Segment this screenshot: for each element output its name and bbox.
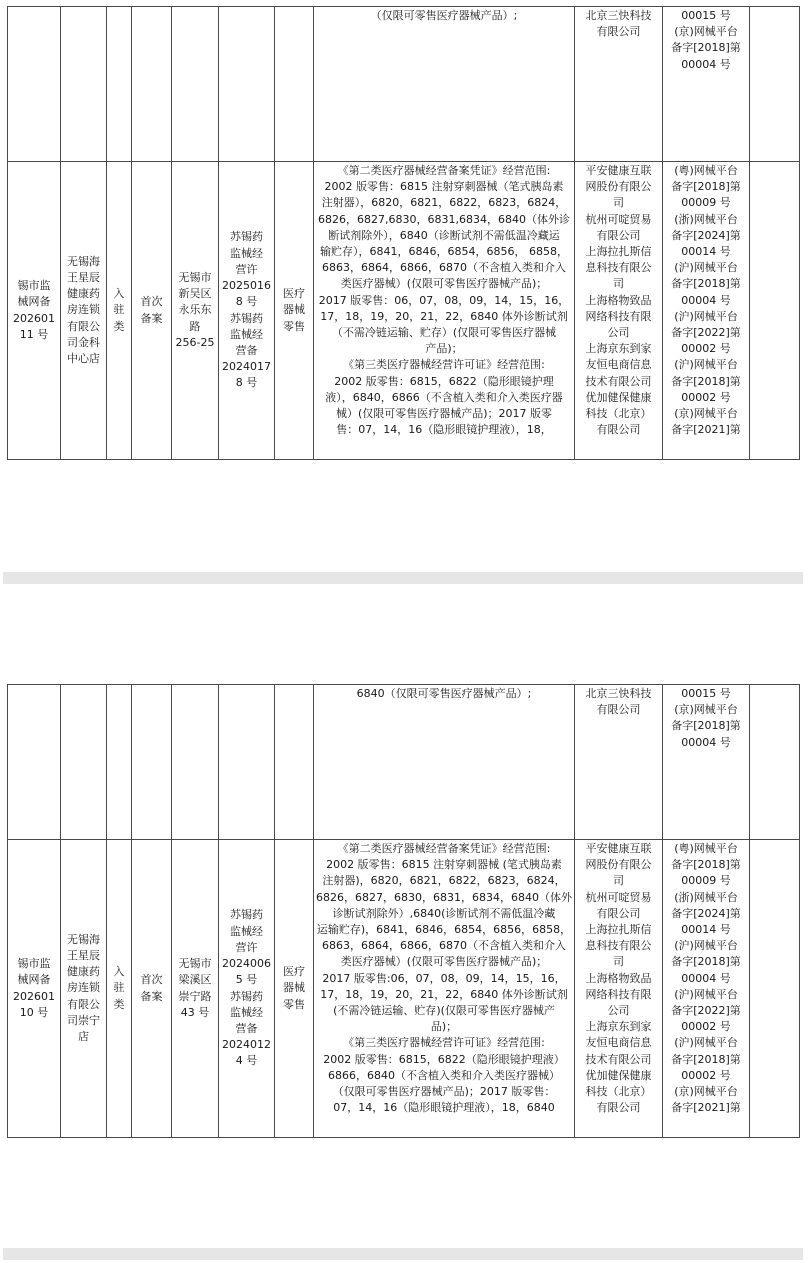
table-row <box>8 7 800 162</box>
cell-line: 监械经 <box>230 1005 263 1019</box>
cell-line: 8 号 <box>235 295 258 309</box>
cell-line: 输贮存），6841，6846，6854，6856， 6858， <box>320 245 568 259</box>
cell-line: (沪)网械平台 <box>674 309 738 323</box>
cell-line: 00004 号 <box>681 293 731 307</box>
cell-line: 00004 号 <box>681 57 731 71</box>
table-row <box>8 685 800 840</box>
cell-line: 256-25 <box>175 335 215 349</box>
cell-line: 备字[2021]第 <box>671 423 741 437</box>
cell-line: 2002 版零售：6815 注射穿刺器械 (笔式胰岛素 <box>326 858 562 872</box>
cell-line: 有限公 <box>67 997 100 1011</box>
address-cell <box>172 162 219 460</box>
cell-line: 驻 <box>113 981 125 995</box>
cell-line: (粤)网械平台 <box>674 164 738 177</box>
cell-line: 运输贮存)，6841，6846，6854，6856，6858， <box>316 923 572 937</box>
cell-line: 优加健保健康 <box>585 390 652 404</box>
cell-line: 备字[2022]第 <box>671 1004 741 1018</box>
platform-record-cell <box>663 7 750 162</box>
cell-line: 《第二类医疗器械经营备案凭证》经营范围: <box>337 164 551 177</box>
cell-line: 《第三类医疗器械经营许可证》经营范围: <box>343 358 545 372</box>
address-cell <box>172 840 219 1138</box>
cell-line: 备案 <box>140 989 163 1003</box>
cell-line: 器械 <box>283 981 305 995</box>
cell-line: 类医疗器械）(仅限可零售医疗器械产品)； <box>340 955 548 969</box>
record-table-page-2 <box>7 684 800 1138</box>
cell-line: 品)； <box>430 1020 458 1034</box>
cell-line: 00002 号 <box>681 1068 731 1082</box>
cell-line: 器械 <box>283 303 305 317</box>
cell-line: 6840（仅限可零售医疗器械产品）; <box>356 687 532 700</box>
record-number-cell <box>8 840 61 1138</box>
cell-line: 优加健保健康 <box>585 1068 652 1082</box>
cell-line: 苏锡药 <box>230 989 263 1003</box>
company-name-cell <box>61 840 107 1138</box>
cell-line: 永乐东 <box>178 303 212 317</box>
cell-line: 北京三快科技 <box>585 9 652 22</box>
cell-line: 零售 <box>283 319 305 333</box>
scope-cell <box>314 162 575 460</box>
cell-line: 医疗 <box>283 287 305 301</box>
cell-line: 司 <box>613 196 624 210</box>
cell-line: 类 <box>113 319 125 333</box>
cell-line: (沪)网械平台 <box>674 261 738 275</box>
type-cell <box>107 162 132 460</box>
type-cell <box>107 840 132 1138</box>
cell-line: (京)网械平台 <box>674 703 738 717</box>
cell-line: 网股份有限公 <box>585 858 652 872</box>
cell-line: 苏锡药 <box>230 908 263 922</box>
cell-line: 械）(仅限可零售医疗器械产品)；2017 版零 <box>335 407 553 421</box>
cell-line: 00015 号 <box>681 9 731 22</box>
cell-line: 王星辰 <box>67 948 100 962</box>
cell-line: 《第二类医疗器械经营备案凭证》经营范围: <box>337 842 551 855</box>
cell-line: 苏锡药 <box>230 311 263 325</box>
cell-line: 入 <box>113 287 125 301</box>
cell-line: 店 <box>78 1030 89 1043</box>
cell-line: 202601 <box>13 989 55 1003</box>
cell-line: 上海拉扎斯信 <box>585 923 652 937</box>
cell-line: 备字[2018]第 <box>671 277 741 291</box>
scope-cell <box>314 7 575 162</box>
cell-line: 零售 <box>283 997 305 1011</box>
table-row <box>8 162 800 460</box>
cell-line: 王星辰 <box>67 270 100 284</box>
cell-line: 营备 <box>235 343 258 357</box>
cell-line: 备字[2018]第 <box>671 41 741 55</box>
cell-line: (浙)网械平台 <box>674 890 738 904</box>
cell-line: 2024006 <box>222 957 271 971</box>
cell-line: 00002 号 <box>681 342 731 356</box>
cell-line: 有限公司 <box>596 906 641 920</box>
cell-line: 2024012 <box>222 1038 271 1052</box>
cell-line: 息科技有限公 <box>585 939 652 953</box>
cell-line: 入 <box>113 965 125 979</box>
cell-line: 中心店 <box>67 352 100 365</box>
cell-line: 8 号 <box>235 376 258 390</box>
cell-line: 械网备 <box>17 295 51 309</box>
cell-line: 无锡市 <box>178 270 212 284</box>
cell-line: 公司 <box>607 326 630 340</box>
cell-line: (浙)网械平台 <box>674 212 738 226</box>
cell-line: 有限公司 <box>596 703 641 717</box>
cell-line: 备字[2018]第 <box>671 374 741 388</box>
cell-line: 液），6840，6866（不含植入类和介入类医疗器 <box>325 390 563 404</box>
cell-line: (粤)网械平台 <box>674 842 738 855</box>
cell-line: 无锡市 <box>178 957 212 971</box>
cell-line: 有限公司 <box>596 228 641 242</box>
cell-line: 梁溪区 <box>178 973 212 987</box>
cell-line: (沪)网械平台 <box>674 1036 738 1050</box>
cell-line: 2025016 <box>222 279 271 293</box>
cell-line: 备字[2022]第 <box>671 326 741 340</box>
cell-line: 07，14，16（隐形眼镜护理液），18，6840 <box>333 1101 555 1115</box>
cell-line: 2017 版零售:06，07，08，09，14，15，16， <box>322 971 566 985</box>
cell-line: 17，18，19，20，21，22，6840 体外诊断试剂 <box>320 987 568 1001</box>
cell-line: 杭州可啶贸易 <box>585 890 652 904</box>
cell-line: 网络科技有限 <box>585 987 652 1001</box>
cell-line: 有限公司 <box>596 423 641 437</box>
category-cell <box>275 162 314 460</box>
cell-line: 上海京东到家 <box>585 1020 652 1034</box>
cell-line: 6863，6864，6866，6870（不含植入类和介入 <box>322 261 566 275</box>
platform-cell <box>575 840 663 1138</box>
scope-cell <box>314 840 575 1138</box>
cell-line: 类 <box>113 997 125 1011</box>
cell-line: 备字[2018]第 <box>671 180 741 194</box>
cell-line: 202601 <box>13 311 55 325</box>
cell-line: 备字[2018]第 <box>671 955 741 969</box>
platform-cell <box>575 685 663 840</box>
cell-line: 43 号 <box>180 1005 210 1019</box>
cell-line: 00004 号 <box>681 735 731 749</box>
cell-line: 备案 <box>140 311 163 325</box>
cell-line: （不需冷链运输、贮存）(仅限可零售医疗器械 <box>331 326 557 340</box>
filing-type-cell <box>132 840 172 1138</box>
cell-line: 备字[2021]第 <box>671 1101 741 1115</box>
record-table-page-1 <box>7 6 800 460</box>
page-separator <box>3 572 803 584</box>
cell-line: (京)网械平台 <box>674 407 738 421</box>
cell-line: 断试剂除外），6840（诊断试剂不需低温冷藏运 <box>328 228 560 242</box>
cell-line: 上海京东到家 <box>585 342 652 356</box>
cell-line: 驻 <box>113 303 125 317</box>
cell-line: 有限公司 <box>596 25 641 39</box>
cell-line: 2024017 <box>222 360 271 374</box>
cell-line: 技术有限公司 <box>585 374 652 388</box>
cell-line: 司 <box>613 874 624 888</box>
cell-line: （仅限可零售医疗器械产品)；2017 版零售： <box>332 1085 556 1099</box>
cell-line: (不需冷链运输、贮存)(仅限可零售医疗器械产 <box>333 1004 555 1018</box>
cell-line: （仅限可零售医疗器械产品）; <box>370 9 518 22</box>
cell-line: 6826，6827,6830，6831,6834，6840（体外诊 <box>318 212 570 226</box>
cell-line: 00004 号 <box>681 971 731 985</box>
cell-line: 00014 号 <box>681 923 731 937</box>
license-cell <box>219 840 275 1138</box>
cell-line: 监械经 <box>230 924 263 938</box>
page-separator <box>3 1248 803 1260</box>
company-name-cell <box>61 162 107 460</box>
cell-line: 房连锁 <box>67 303 100 317</box>
cell-line: 营备 <box>235 1021 258 1035</box>
platform-cell <box>575 162 663 460</box>
cell-line: 注射器)，6820，6821，6822，6823，6824， <box>322 874 566 888</box>
cell-line: 2017 版零售：06，07，08，09，14，15，16， <box>318 293 570 307</box>
cell-line: 备字[2018]第 <box>671 858 741 872</box>
cell-line: 2002 版零售：6815 注射穿刺器械（笔式胰岛素 <box>324 180 564 194</box>
cell-line: 注射器），6820，6821，6822，6823，6824， <box>321 196 567 210</box>
cell-line: 网络科技有限 <box>585 309 652 323</box>
cell-line: 2002 版零售：6815，6822（隐形眼镜护理 <box>334 374 554 388</box>
filing-type-cell <box>132 162 172 460</box>
cell-line: 无锡海 <box>67 254 100 268</box>
category-cell <box>275 840 314 1138</box>
cell-line: 监械经 <box>230 327 263 341</box>
cell-line: 路 <box>189 319 201 333</box>
license-cell <box>219 162 275 460</box>
cell-line: 司 <box>613 955 624 969</box>
cell-line: 健康药 <box>67 965 100 979</box>
cell-line: 00015 号 <box>681 687 731 700</box>
cell-line: 6863，6864，6866，6870（不含植入类和介入 <box>322 939 566 953</box>
cell-line: 营许 <box>235 940 258 954</box>
platform-record-cell <box>663 162 750 460</box>
cell-line: 备字[2018]第 <box>671 719 741 733</box>
cell-line: 新吴区 <box>178 287 212 301</box>
scope-cell <box>314 685 575 840</box>
cell-line: 17，18，19，20，21，22，6840 体外诊断试剂 <box>320 309 568 323</box>
cell-line: 房连锁 <box>67 981 100 995</box>
cell-line: 10 号 <box>19 1005 49 1019</box>
platform-record-cell <box>663 685 750 840</box>
cell-line: 司崇宁 <box>67 1013 100 1027</box>
cell-line: 杭州可啶贸易 <box>585 212 652 226</box>
cell-line: 上海拉扎斯信 <box>585 245 652 259</box>
cell-line: (沪)网械平台 <box>674 939 738 953</box>
cell-line: 监械经 <box>230 246 263 260</box>
cell-line: 械网备 <box>17 973 51 987</box>
record-number-cell <box>8 162 61 460</box>
cell-line: 首次 <box>140 295 163 309</box>
cell-line: (京)网械平台 <box>674 25 738 39</box>
cell-line: 苏锡药 <box>230 230 263 244</box>
cell-line: (沪)网械平台 <box>674 358 738 372</box>
cell-line: 无锡海 <box>67 932 100 946</box>
cell-line: 上海格物致品 <box>585 293 652 307</box>
cell-line: 首次 <box>140 973 163 987</box>
cell-line: 息科技有限公 <box>585 261 652 275</box>
cell-line: (京)网械平台 <box>674 1085 738 1099</box>
table-row <box>8 840 800 1138</box>
cell-line: 《第三类医疗器械经营许可证》经营范围: <box>343 1036 545 1050</box>
cell-line: 00002 号 <box>681 390 731 404</box>
cell-line: 备字[2024]第 <box>671 228 741 242</box>
cell-line: 00009 号 <box>681 874 731 888</box>
cell-line: 5 号 <box>235 973 258 987</box>
cell-line: 上海格物致品 <box>585 971 652 985</box>
cell-line: 北京三快科技 <box>585 687 652 700</box>
cell-line: 友恒电商信息 <box>585 358 652 372</box>
cell-line: 锡市监 <box>17 957 51 971</box>
cell-line: 诊断试剂除外）,6840(诊断试剂不需低温冷藏 <box>332 906 556 920</box>
cell-line: 网股份有限公 <box>585 180 652 194</box>
cell-line: 2002 版零售：6815，6822（隐形眼镜护理液） <box>323 1052 565 1066</box>
cell-line: 友恒电商信息 <box>585 1036 652 1050</box>
cell-line: 11 号 <box>19 327 49 341</box>
cell-line: 售：07，14，16（隐形眼镜护理液），18， <box>336 423 552 437</box>
cell-line: 产品)； <box>425 342 463 356</box>
cell-line: 类医疗器械）(仅限可零售医疗器械产品)； <box>340 277 548 291</box>
cell-line: 司 <box>613 277 624 291</box>
cell-line: 司金科 <box>67 335 100 349</box>
cell-line: 科技（北京） <box>585 407 652 421</box>
cell-line: 00002 号 <box>681 1020 731 1034</box>
cell-line: 有限公 <box>67 319 100 333</box>
cell-line: 00014 号 <box>681 245 731 259</box>
cell-line: 备字[2018]第 <box>671 1052 741 1066</box>
cell-line: (沪)网械平台 <box>674 987 738 1001</box>
platform-cell <box>575 7 663 162</box>
cell-line: 4 号 <box>235 1054 258 1068</box>
cell-line: 营许 <box>235 262 258 276</box>
cell-line: 6866，6840（不含植入类和介入类医疗器械） <box>328 1068 560 1082</box>
cell-line: 平安健康互联 <box>585 164 652 177</box>
cell-line: 00009 号 <box>681 196 731 210</box>
platform-record-cell <box>663 840 750 1138</box>
cell-line: 医疗 <box>283 965 305 979</box>
cell-line: 健康药 <box>67 287 100 301</box>
cell-line: 6826，6827，6830，6831，6834，6840（体外 <box>316 890 572 904</box>
cell-line: 锡市监 <box>17 279 51 293</box>
cell-line: 科技（北京） <box>585 1085 652 1099</box>
cell-line: 公司 <box>607 1004 630 1018</box>
cell-line: 技术有限公司 <box>585 1052 652 1066</box>
cell-line: 崇宁路 <box>178 989 212 1003</box>
cell-line: 有限公司 <box>596 1101 641 1115</box>
cell-line: 平安健康互联 <box>585 842 652 855</box>
cell-line: 备字[2024]第 <box>671 906 741 920</box>
